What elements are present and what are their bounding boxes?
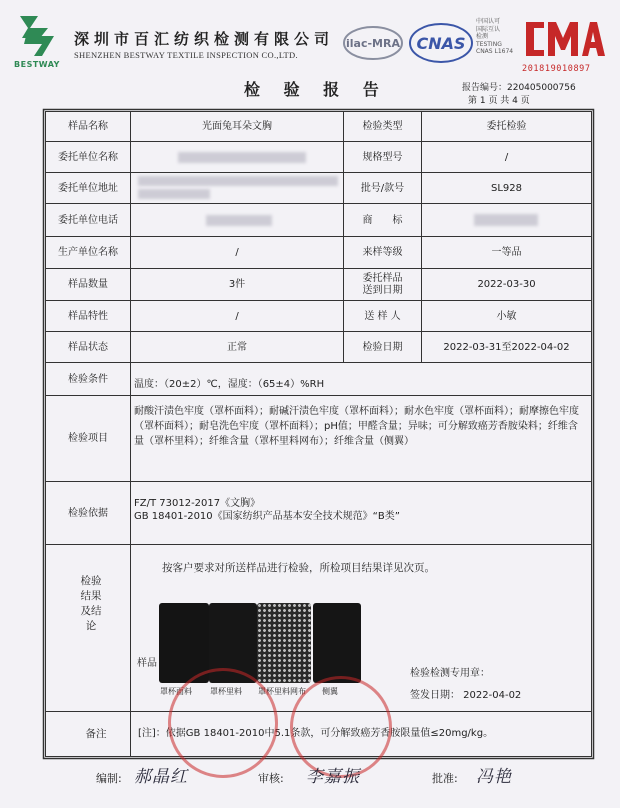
status-value: 正常 [227,341,247,353]
swatch-side-wing [313,603,361,683]
approver-label: 批准: [432,772,458,785]
items-value: 耐酸汗渍色牢度（罩杯面料）；耐碱汗渍色牢度（罩杯面料）；耐水色牢度（罩杯面料）；耐摩擦色牢度（罩杯面料）；耐皂洗色牢度（罩杯面料）；pH值；甲醛含量；异味；可分解致癌芳香胺染料；纤维含量（罩杯里料）；纤维含量（罩杯里料网布）；纤维含量（侧翼） [134,406,579,447]
spec-model-value: / [504,151,509,163]
inspection-type-value: 委托检验 [486,121,527,132]
basis-value: FZ/T 73012-2017《文胸》 GB 18401-2010《国家纺织产品基本安全技术规范》“B类” [134,498,400,522]
brand-redacted [474,214,538,226]
cnas-cert-text: 中国认可 国际互认 检测 TESTING CNAS L1674 [476,18,514,55]
swatch-cup-mesh [257,603,311,683]
note-label: 备注 [85,728,107,740]
report-title: 检 验 报 告 [244,80,388,99]
approver-signature: 冯艳 [476,767,512,787]
client-phone-label: 委托单位电话 [58,214,118,226]
report-number: 报告编号：220405000756 [462,83,576,93]
test-date-label: 检验日期 [362,341,403,353]
client-name-label: 委托单位名称 [58,151,118,163]
swatch-caption-cup-fabric: 罩杯面料 [160,687,192,696]
test-date-value: 2022-03-31至2022-04-02 [443,341,570,353]
basis-label: 检验依据 [68,507,108,519]
company-name-cn: 深圳市百汇纺织检测有限公司 [74,30,335,48]
reviewer-label: 审核: [258,772,284,785]
arrival-date-label: 委托样品 送到日期 [362,272,403,296]
client-address-redacted [138,176,338,186]
note-value: [注]：依据GB 18401-2010中5.1条款，可分解致癌芳香胺限量值≤20mg/kg。 [138,728,494,739]
svg-text:ilac-MRA: ilac-MRA [346,37,400,50]
client-address-redacted-2 [138,189,210,199]
swatch-caption-cup-mesh: 罩杯里料网布 [258,687,306,696]
client-address-label: 委托单位地址 [58,182,118,194]
batch-label: 批号/款号 [360,182,405,194]
brand-label: 商 标 [362,214,403,226]
page-number: 第 1 页 共 4 页 [468,96,530,106]
seal-label: 检验检测专用章： [410,668,490,679]
editor-label: 编制: [96,772,122,785]
manufacturer-label: 生产单位名称 [58,247,118,258]
arrival-date-value: 2022-03-30 [477,279,536,290]
sample-image-label: 样品 [137,658,157,669]
condition-label: 检验条件 [68,373,108,385]
client-phone-redacted [206,215,272,226]
quantity-value: 3件 [228,279,246,290]
inspection-type-label: 检验类型 [362,121,403,132]
company-name-en: SHENZHEN BESTWAY TEXTILE INSPECTION CO.,LTD. [74,50,298,60]
sender-label: 送 样 人 [364,310,401,322]
swatch-caption-cup-lining: 罩杯里料 [210,687,242,696]
result-label: 检验结果及结论 [80,575,102,632]
sender-value: 小敏 [496,310,517,322]
result-value: 按客户要求对所送样品进行检验，所检项目结果详见次页。 [162,562,435,574]
batch-value: SL928 [490,182,522,194]
svg-text:CNAS: CNAS [416,34,466,53]
property-label: 样品特性 [68,310,108,322]
grade-label: 来样等级 [362,247,403,258]
issue-date: 签发日期： 2022-04-02 [410,690,522,701]
editor-signature: 郝晶红 [134,767,188,787]
spec-model-label: 规格型号 [362,151,403,163]
items-label: 检验项目 [68,433,108,444]
swatch-caption-side-wing: 侧翼 [322,687,338,696]
manufacturer-value: / [235,247,239,258]
quantity-label: 样品数量 [68,279,108,290]
grade-value: 一等品 [491,247,522,258]
brand-name: BESTWAY [14,60,60,69]
status-label: 样品状态 [68,341,108,353]
property-value: / [235,310,239,322]
cma-number: 201819010897 [522,64,591,74]
sample-name-value: 光面兔耳朵文胸 [202,121,272,132]
client-name-redacted [178,152,306,163]
reviewer-signature: 李嘉振 [306,767,360,787]
sample-name-label: 样品名称 [68,121,108,132]
condition-value: 温度：（20±2）℃，湿度：（65±4）%RH [134,379,325,390]
